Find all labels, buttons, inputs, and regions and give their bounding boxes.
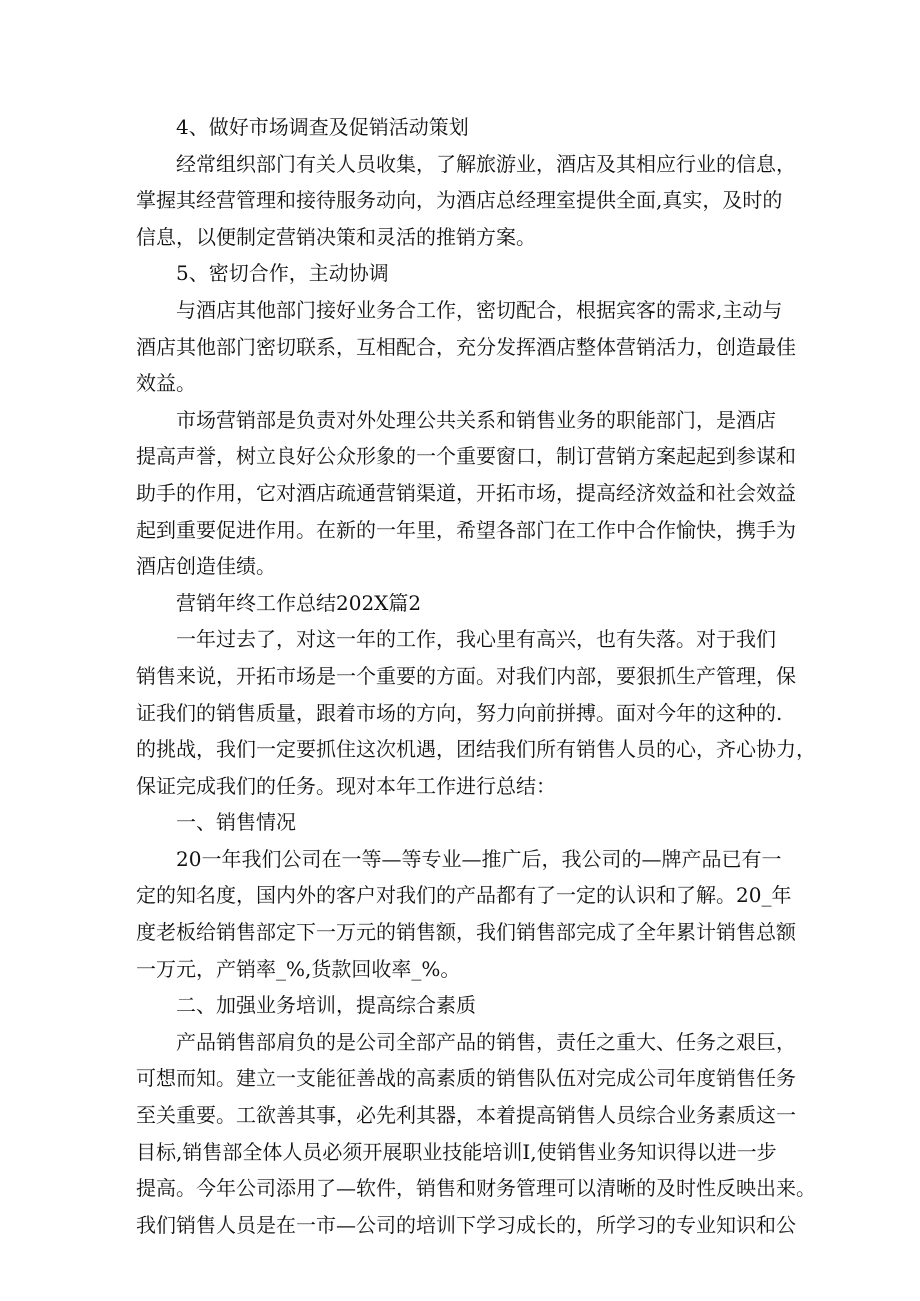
paragraph-line: 酒店其他部门密切联系，互相配合，充分发挥酒店整体营销活力，创造最佳	[136, 334, 796, 359]
paragraph-line: 经常组织部门有关人员收集，了解旅游业，酒店及其相应行业的信息，	[176, 151, 796, 176]
paragraph-line: 起到重要促进作用。在新的一年里，希望各部门在工作中合作愉快，携手为	[136, 517, 796, 542]
paragraph-line: 证我们的销售质量，跟着市场的方向，努力向前拼搏。面对今年的这种的.	[136, 700, 783, 725]
paragraph-line: 保证完成我们的任务。现对本年工作进行总结：	[136, 773, 556, 798]
paragraph-line: 酒店创造佳绩。	[136, 554, 276, 579]
article-title: 营销年终工作总结202X篇2	[176, 590, 422, 615]
paragraph-line: 提高。今年公司添用了—软件，销售和财务管理可以清晰的及时性反映出来。	[136, 1176, 816, 1201]
paragraph-line: 我们销售人员是在一市—公司的培训下学习成长的，所学习的专业知识和公	[136, 1212, 796, 1237]
paragraph-line: 掌握其经营管理和接待服务动向，为酒店总经理室提供全面,真实，及时的	[136, 188, 783, 213]
paragraph-line: 与酒店其他部门接好业务合工作，密切配合，根据宾客的需求,主动与	[176, 297, 783, 322]
paragraph-line: 市场营销部是负责对外处理公共关系和销售业务的职能部门，是酒店	[176, 407, 776, 432]
document-page	[136, 109, 816, 1243]
paragraph-line: 可想而知。建立一支能征善战的高素质的销售队伍对完成公司年度销售任务	[136, 1066, 796, 1091]
section-heading-training: 二、加强业务培训，提高综合素质	[176, 993, 476, 1018]
paragraph-line: 的挑战，我们一定要抓住这次机遇，团结我们所有销售人员的心，齐心协力，	[136, 737, 816, 762]
paragraph-line: 至关重要。工欲善其事，必先利其器，本着提高销售人员综合业务素质这一	[136, 1103, 796, 1128]
section-heading-5: 5、密切合作，主动协调	[176, 261, 389, 286]
paragraph-line: 产品销售部肩负的是公司全部产品的销售，责任之重大、任务之艰巨，	[176, 1029, 796, 1054]
section-heading-sales: 一、销售情况	[176, 810, 296, 835]
paragraph-line: 定的知名度，国内外的客户对我们的产品都有了一定的认识和了解。20_年	[136, 883, 792, 908]
paragraph-line: 效益。	[136, 371, 196, 396]
paragraph-line: 度老板给销售部定下一万元的销售额，我们销售部完成了全年累计销售总额	[136, 920, 796, 945]
paragraph-line: 信息，以便制定营销决策和灵活的推销方案。	[136, 224, 536, 249]
paragraph-line: 销售来说，开拓市场是一个重要的方面。对我们内部，要狠抓生产管理，保	[136, 663, 796, 688]
paragraph-line: 一年过去了，对这一年的工作，我心里有高兴，也有失落。对于我们	[176, 627, 776, 652]
paragraph-line: 提高声誉，树立良好公众形象的一个重要窗口，制订营销方案起起到参谋和	[136, 444, 796, 469]
paragraph-line: 一万元，产销率_%,货款回收率_%。	[136, 956, 461, 981]
paragraph-line: 助手的作用，它对酒店疏通营销渠道，开拓市场，提高经济效益和社会效益	[136, 480, 796, 505]
paragraph-line: 目标,销售部全体人员必须开展职业技能培训I,使销售业务知识得以进一步	[136, 1139, 777, 1164]
paragraph-line: 20一年我们公司在一等—等专业—推广后，我公司的—牌产品已有一	[176, 846, 782, 871]
section-heading-4: 4、做好市场调查及促销活动策划	[176, 115, 469, 139]
